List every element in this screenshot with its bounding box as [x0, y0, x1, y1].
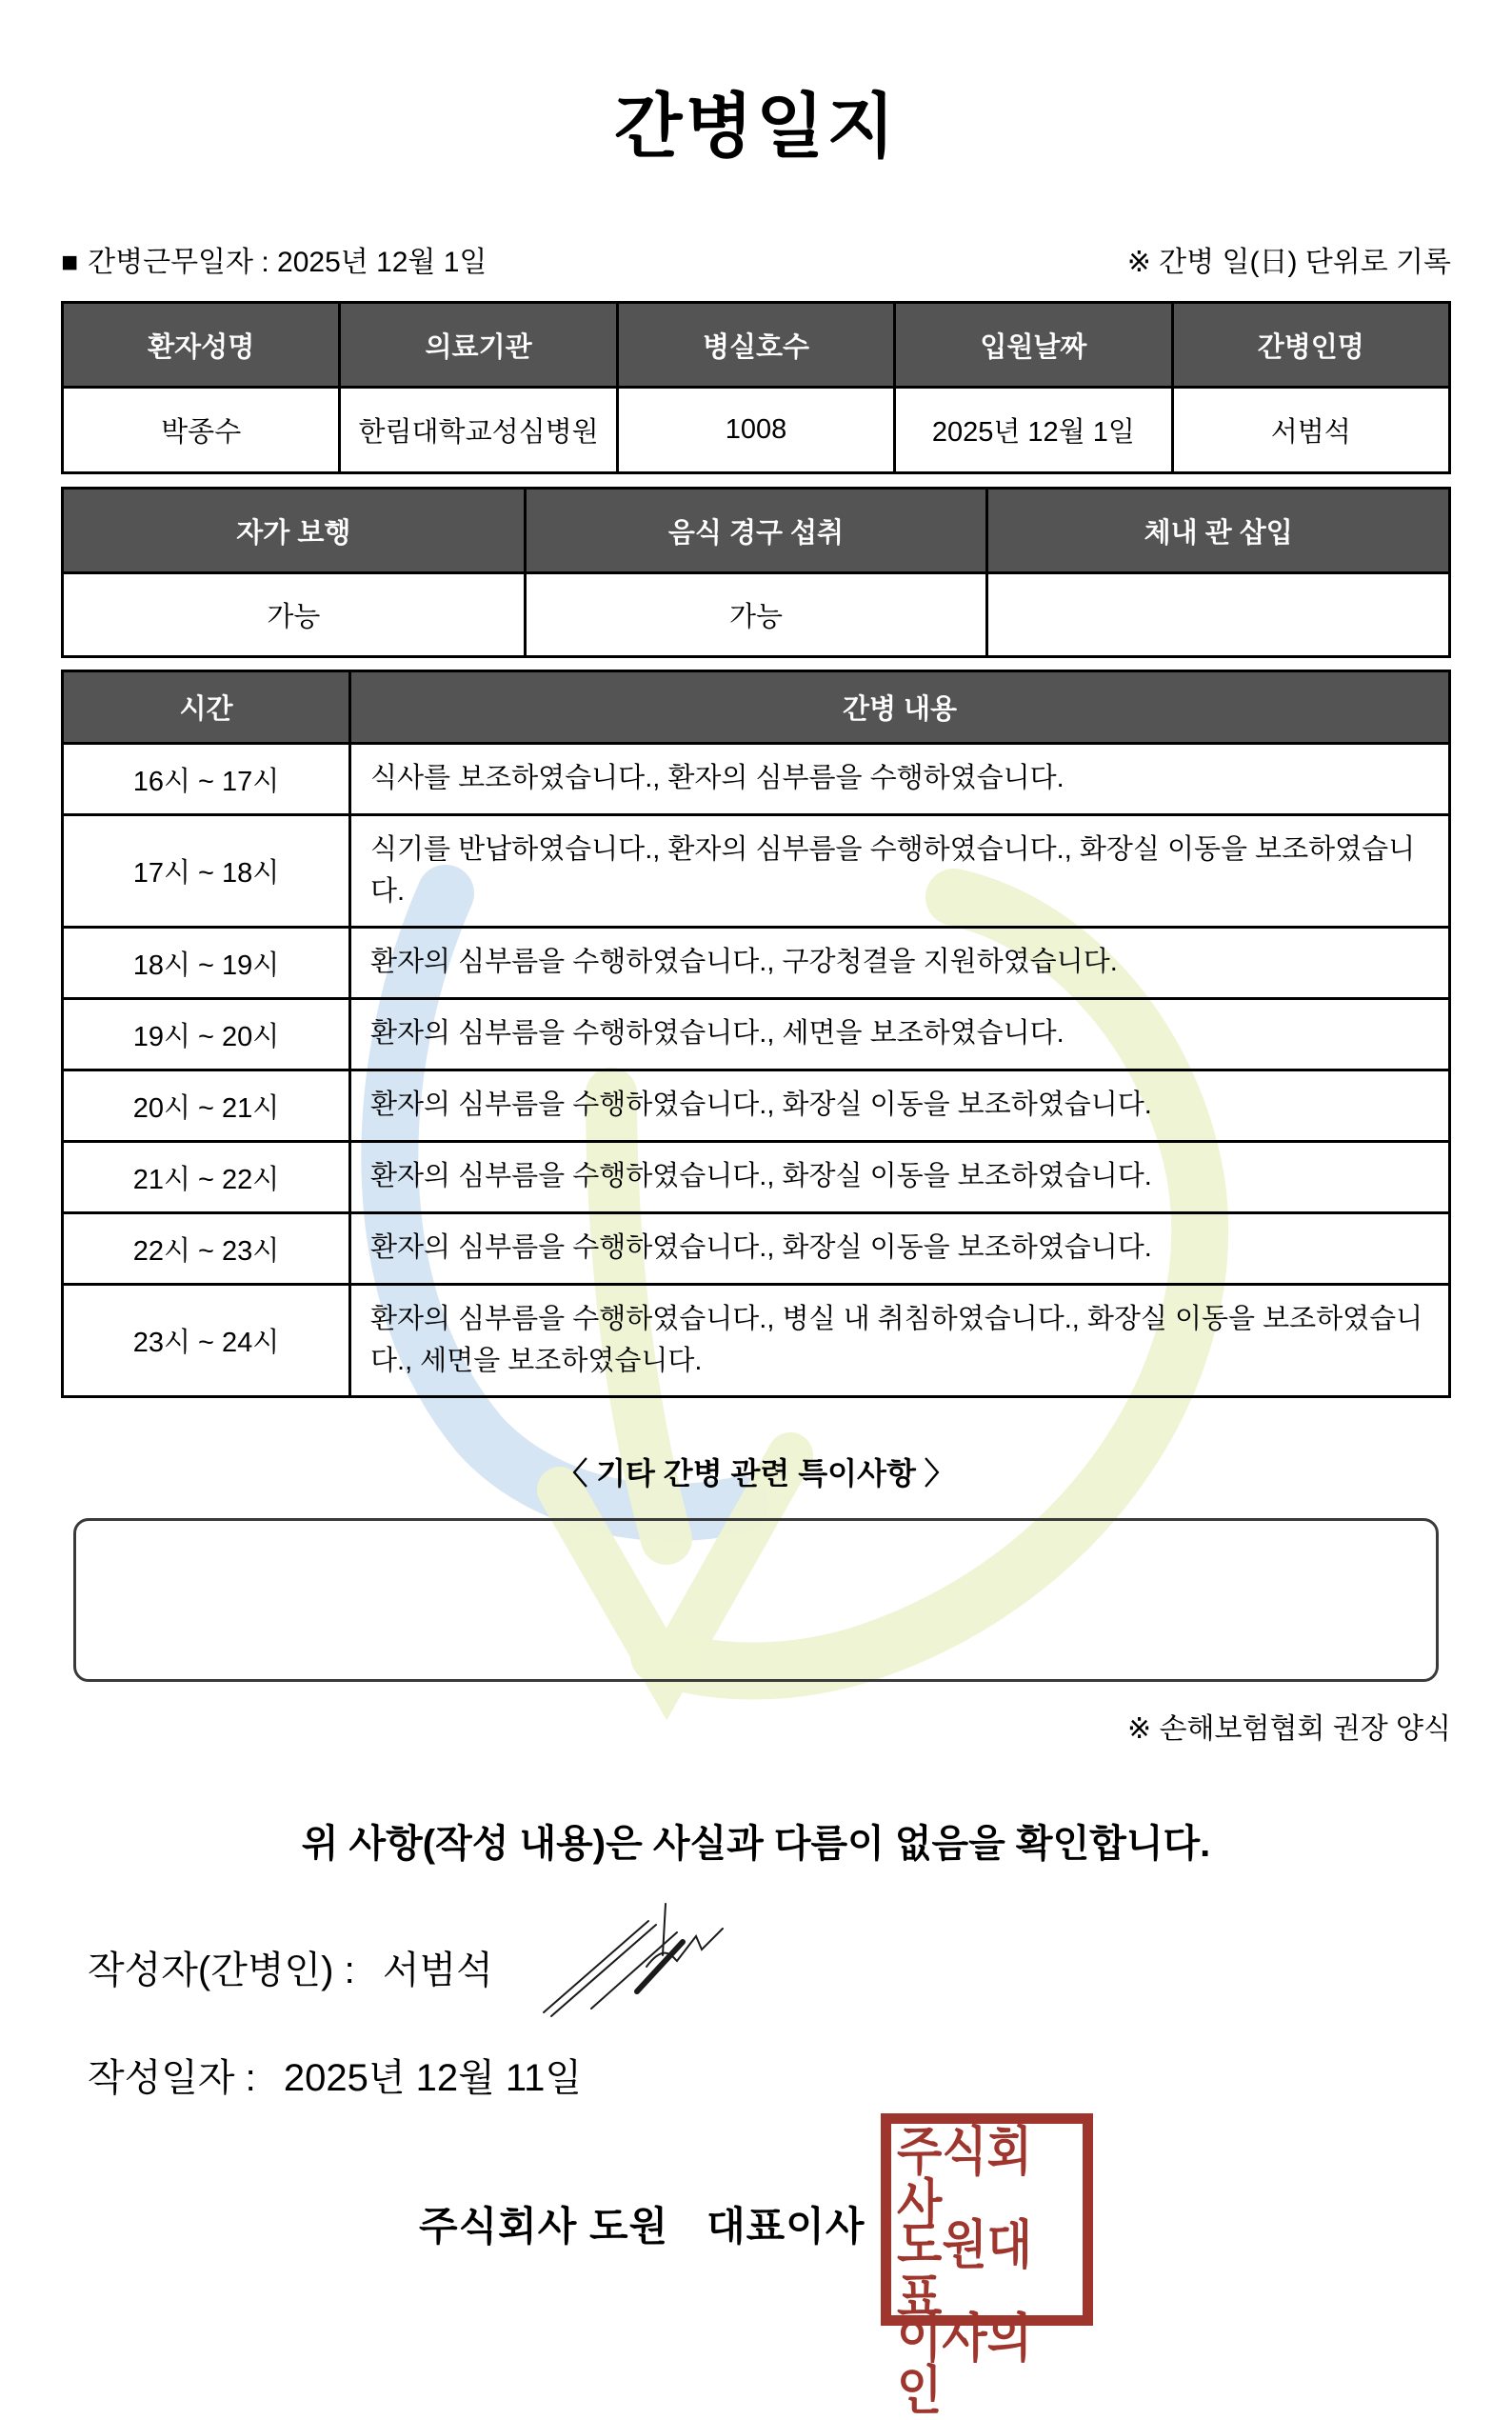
company-row: [61, 2195, 1451, 2252]
patient-name: 박종수: [63, 388, 340, 473]
care-content: 식사를 보조하였습니다., 환자의 심부름을 수행하였습니다.: [350, 744, 1450, 815]
care-content: 식기를 반납하였습니다., 환자의 심부름을 수행하였습니다., 화장실 이동을 보조하였습니다.: [350, 815, 1450, 928]
square-bullet-icon: ■: [61, 247, 79, 278]
header-oral-intake: 음식 경구 섭취: [525, 489, 987, 573]
header-time: 시간: [63, 671, 350, 744]
room-number: 1008: [617, 388, 894, 473]
patient-info-value-row: [63, 388, 1450, 473]
care-content: 환자의 심부름을 수행하였습니다., 화장실 이동을 보조하였습니다.: [350, 1213, 1450, 1285]
header-room-number: 병실호수: [617, 303, 894, 388]
header-care-content: 간병 내용: [350, 671, 1450, 744]
care-log-row: [63, 1285, 1450, 1397]
caregiver-name: 서범석: [1172, 388, 1449, 473]
insurance-form-note: ※ 손해보험협회 권장 양식: [1127, 1713, 1451, 1745]
header-medical-institution: 의료기관: [340, 303, 617, 388]
time-slot: 19시 ~ 20시: [63, 999, 350, 1070]
stamp-row-2: 도원대표: [897, 2216, 1033, 2328]
status-header-row: [63, 489, 1450, 573]
stamp-row-1: 주식회사: [897, 2123, 1033, 2234]
medical-institution: 한림대학교성심병원: [340, 388, 617, 473]
care-duty-date: [61, 238, 487, 280]
header-caregiver-name: 간병인명: [1172, 303, 1449, 388]
patient-info-table: [61, 301, 1451, 474]
stamp-row-3: 이사의인: [897, 2310, 1033, 2420]
meta-row: [61, 238, 1451, 280]
writer-label: 작성자(간병인) :: [88, 1950, 366, 1991]
time-slot: 20시 ~ 21시: [63, 1070, 350, 1142]
care-log-row: [63, 815, 1450, 928]
page-title: 간병일지: [614, 87, 898, 166]
company-role: 대표이사: [706, 2204, 865, 2249]
time-slot: 21시 ~ 22시: [63, 1142, 350, 1213]
care-content: 환자의 심부름을 수행하였습니다., 화장실 이동을 보조하였습니다.: [350, 1142, 1450, 1213]
care-log-table: [61, 670, 1451, 1398]
company-name: 주식회사 도원: [419, 2204, 669, 2249]
care-duty-date-text: 간병근무일자 : 2025년 12월 1일: [88, 247, 487, 278]
oral-intake-value: 가능: [525, 573, 987, 657]
care-log-header-row: [63, 671, 1450, 744]
care-log-row: [63, 999, 1450, 1070]
status-value-row: [63, 573, 1450, 657]
writer-name: 서범석: [382, 1950, 493, 1991]
care-journal-document: [0, 87, 1512, 2252]
written-date-value: 2025년 12월 11일: [283, 2057, 583, 2099]
handwritten-signature: [532, 1900, 742, 2024]
self-walking-value: 가능: [63, 573, 526, 657]
admission-date: 2025년 12월 1일: [895, 388, 1172, 473]
header-admission-date: 입원날짜: [895, 303, 1172, 388]
time-slot: 16시 ~ 17시: [63, 744, 350, 815]
record-unit-note: ※ 간병 일(日) 단위로 기록: [1126, 247, 1451, 278]
written-date-row: [61, 2048, 1451, 2102]
care-log-row: [63, 1142, 1450, 1213]
extra-notes-heading: 〈 기타 간병 관련 특이사항 〉: [557, 1456, 955, 1490]
patient-status-table: [61, 487, 1451, 658]
time-slot: 23시 ~ 24시: [63, 1285, 350, 1397]
care-log-row: [63, 928, 1450, 999]
tube-insertion-value: [987, 573, 1450, 657]
care-content: 환자의 심부름을 수행하였습니다., 구강청결을 지원하였습니다.: [350, 928, 1450, 999]
care-log-row: [63, 1070, 1450, 1142]
writer-row: [61, 1940, 1451, 1994]
confirmation-statement: 위 사항(작성 내용)은 사실과 다름이 없음을 확인합니다.: [301, 1823, 1211, 1865]
care-log-row: [63, 744, 1450, 815]
time-slot: 22시 ~ 23시: [63, 1213, 350, 1285]
header-tube-insertion: 체내 관 삽입: [987, 489, 1450, 573]
time-slot: 18시 ~ 19시: [63, 928, 350, 999]
extra-notes-box: [73, 1518, 1439, 1682]
care-content: 환자의 심부름을 수행하였습니다., 화장실 이동을 보조하였습니다.: [350, 1070, 1450, 1142]
header-self-walking: 자가 보행: [63, 489, 526, 573]
header-patient-name: 환자성명: [63, 303, 340, 388]
written-date-label: 작성일자 :: [88, 2057, 267, 2099]
care-content: 환자의 심부름을 수행하였습니다., 병실 내 취침하였습니다., 화장실 이동을 보조하였습니다., 세면을 보조하였습니다.: [350, 1285, 1450, 1397]
care-content: 환자의 심부름을 수행하였습니다., 세면을 보조하였습니다.: [350, 999, 1450, 1070]
patient-info-header-row: [63, 303, 1450, 388]
time-slot: 17시 ~ 18시: [63, 815, 350, 928]
care-log-row: [63, 1213, 1450, 1285]
